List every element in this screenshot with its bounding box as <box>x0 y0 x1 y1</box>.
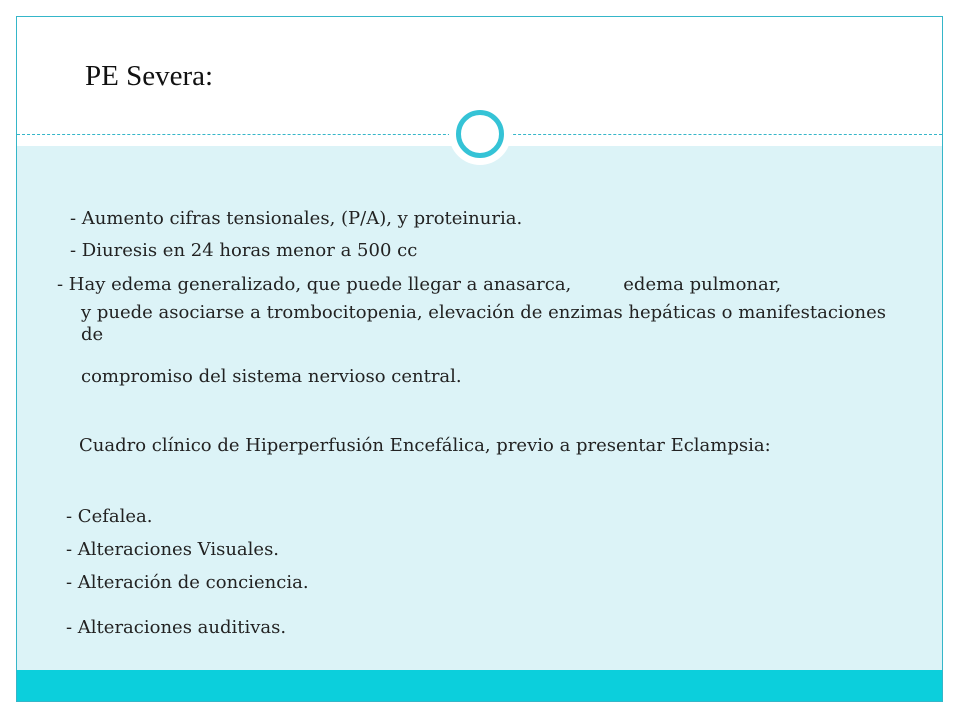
section-heading: Cuadro clínico de Hiperperfusión Encefálica, previo a presentar Eclampsia: <box>79 435 771 456</box>
bullet-blood-pressure: - Aumento cifras tensionales, (P/A), y proteinuria. <box>70 208 523 229</box>
bullet-edema-text: - Hay edema generalizado, que puede llegar a anasarca, <box>57 274 572 295</box>
symptom-item-consciousness: - Alteración de conciencia. <box>66 572 309 593</box>
symptom-item-visual: - Alteraciones Visuales. <box>66 539 280 560</box>
slide-title: PE Severa: <box>85 60 214 92</box>
bullet-edema-continuation: y puede asociarse a trombocitopenia, elevación de enzimas hepáticas o manifestaciones de <box>81 302 887 345</box>
symptom-item-auditory: - Alteraciones auditivas. <box>66 617 287 638</box>
bullet-diuresis: - Diuresis en 24 horas menor a 500 cc <box>70 240 418 261</box>
bullet-edema <box>57 274 781 296</box>
bullet-edema-end: compromiso del sistema nervioso central. <box>81 366 462 387</box>
symptom-item-cefalea: - Cefalea. <box>66 506 153 527</box>
bullet-edema-pulmonary: edema pulmonar, <box>623 274 782 295</box>
circle-ornament-icon <box>456 110 504 158</box>
